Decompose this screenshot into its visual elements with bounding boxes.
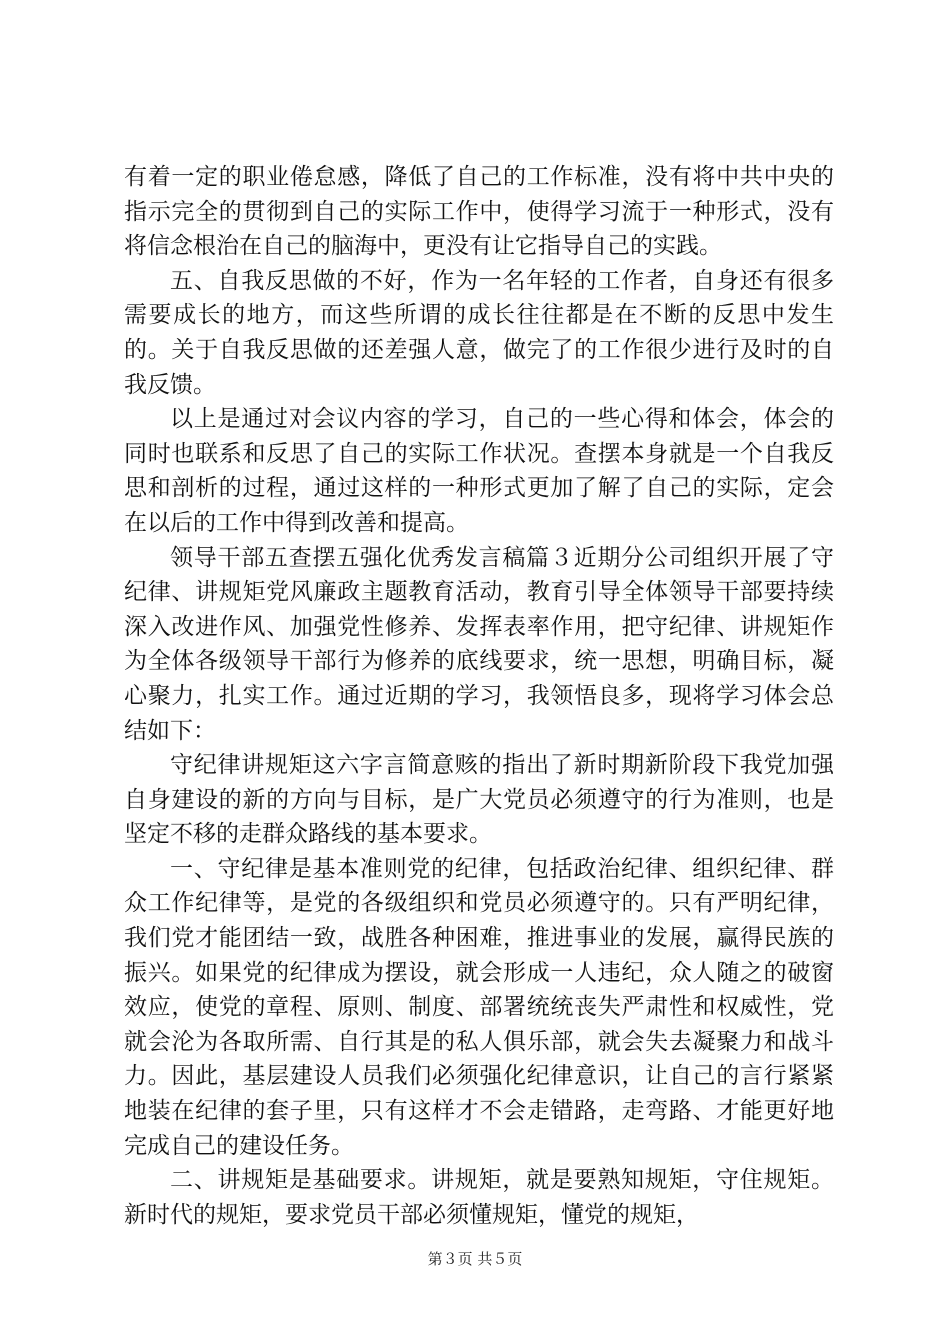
paragraph-3: 以上是通过对会议内容的学习，自己的一些心得和体会，体会的同时也联系和反思了自己的实际工作状况。查摆本身就是一个自我反思和剖析的过程，通过这样的一种形式更加了解了自己的实际，定会在以后的工作中得到改善和提高。 xyxy=(124,406,834,536)
paragraph-6: 一、守纪律是基本准则党的纪律，包括政治纪律、组织纪律、群众工作纪律等，是党的各级组织和党员必须遵守的。只有严明纪律，我们党才能团结一致，战胜各种困难，推进事业的发展，赢得民族的振兴。如果党的纪律成为摆设，就会形成一人违纪，众人随之的破窗效应，使党的章程、原则、制度、部署统统丧失严肃性和权威性，党就会沦为各取所需、自行其是的私人俱乐部，就会失去凝聚力和战斗力。因此，基层建设人员我们必须强化纪律意识，让自己的言行紧紧地装在纪律的套子里，只有这样才不会走错路，走弯路、才能更好地完成自己的建设任务。 xyxy=(124,855,834,1159)
paragraph-4: 领导干部五查摆五强化优秀发言稿篇３近期分公司组织开展了守纪律、讲规矩党风廉政主题教育活动，教育引导全体领导干部要持续深入改进作风、加强党性修养、发挥表率作用，把守纪律、讲规矩作为全体各级领导干部行为修养的底线要求，统一思想，明确目标，凝心聚力，扎实工作。通过近期的学习，我领悟良多，现将学习体会总结如下： xyxy=(124,544,834,744)
paragraph-5: 守纪律讲规矩这六字言简意赅的指出了新时期新阶段下我党加强自身建设的新的方向与目标，是广大党员必须遵守的行为准则，也是坚定不移的走群众路线的基本要求。 xyxy=(124,752,834,848)
paragraph-1: 有着一定的职业倦怠感，降低了自己的工作标准，没有将中共中央的指示完全的贯彻到自己的实际工作中，使得学习流于一种形式，没有将信念根治在自己的脑海中，更没有让它指导自己的实践。 xyxy=(124,164,834,260)
paragraph-7: 二、讲规矩是基础要求。讲规矩，就是要熟知规矩，守住规矩。新时代的规矩，要求党员干部必须懂规矩，懂党的规矩， xyxy=(124,1167,834,1228)
body-text xyxy=(124,160,834,1232)
paragraph-2: 五、自我反思做的不好，作为一名年轻的工作者，自身还有很多需要成长的地方，而这些所谓的成长往往都是在不断的反思中发生的。关于自我反思做的还差强人意，做完了的工作很少进行及时的自我反馈。 xyxy=(124,267,834,398)
page-footer: 第３页 共５页 xyxy=(427,1250,523,1268)
